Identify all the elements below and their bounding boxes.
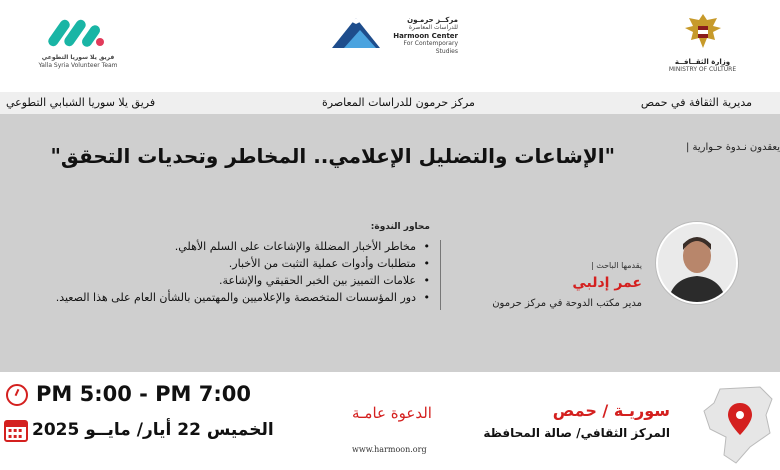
speaker-avatar-icon: [658, 224, 736, 302]
speaker-photo: [656, 222, 738, 304]
yalla-logo-en: Yalla Syria Volunteer Team: [38, 62, 118, 69]
divider: [440, 240, 441, 310]
speaker-name: عمر إدلبي: [572, 275, 642, 291]
invite-text: الدعوة عامـة: [352, 404, 432, 422]
website: www.harmoon.org: [352, 445, 427, 454]
calendar-icon: [4, 420, 28, 442]
speaker-role: مدير مكتب الدوحة في مركز حرمون: [492, 298, 642, 309]
topics-list: [0, 238, 430, 306]
ministry-logo: [655, 10, 750, 74]
topic-item: • دور المؤسسات المتخصصة والإعلاميين والمهتمين بالشأن العام على هذا الصعيد.: [0, 289, 430, 306]
ministry-eagle-icon: [681, 10, 725, 54]
location-city: سوريـة / حمص: [552, 401, 670, 420]
header-labels: [0, 92, 780, 115]
event-title: "الإشاعات والتضليل الإعلامي.. المخاطر وتحديات التحقق": [50, 144, 615, 168]
label-harmoon: مركز حرمون للدراسات المعاصرة: [322, 96, 475, 109]
label-yalla: فريق يلا سوريا الشبابي التطوعي: [6, 96, 156, 109]
syria-map-icon: [700, 385, 774, 465]
event-date: الخميس 22 أيار/ مايــو 2025: [32, 420, 274, 440]
harmoon-logo: [328, 10, 458, 64]
topic-item: • مخاطر الأخبار المضللة والإشاعات على السلم الأهلي.: [0, 238, 430, 255]
yalla-stripes-icon: [48, 10, 108, 50]
harmoon-logo-ar-2: للدراسات المعاصرة: [408, 24, 458, 31]
yalla-logo: [38, 10, 118, 70]
footer: [0, 372, 780, 470]
event-subtitle: يعقدون نـدوة حـوارية |: [685, 142, 780, 153]
header: [0, 0, 780, 95]
label-ministry: مديرية الثقافة في حمص: [640, 96, 752, 109]
location-place: المركز الثقافي/ صالة المحافظة: [483, 426, 670, 440]
event-time: PM 5:00 - PM 7:00: [36, 382, 252, 406]
harmoon-logo-ar-1: مركــز حرمـون: [407, 16, 458, 24]
ministry-logo-en: MINISTRY OF CULTURE: [668, 66, 737, 73]
harmoon-logo-en-1: Harmoon Center: [393, 32, 458, 40]
topics-heading: محاور الندوة:: [370, 222, 430, 232]
topic-item: • متطلبات وأدوات عملية التثبت من الأخبار.: [0, 255, 430, 272]
harmoon-logo-en-2: For Contemporary Studies: [403, 40, 458, 55]
yalla-logo-ar: فريق يلا سوريا التطوعي: [41, 54, 115, 61]
presented-by: يقدمها الباحث |: [591, 261, 642, 270]
ministry-logo-ar: وزارة الثقــافــة: [674, 58, 731, 66]
clock-icon: [6, 384, 28, 406]
topic-item: • علامات التمييز بين الخبر الحقيقي والإشاعة.: [0, 272, 430, 289]
